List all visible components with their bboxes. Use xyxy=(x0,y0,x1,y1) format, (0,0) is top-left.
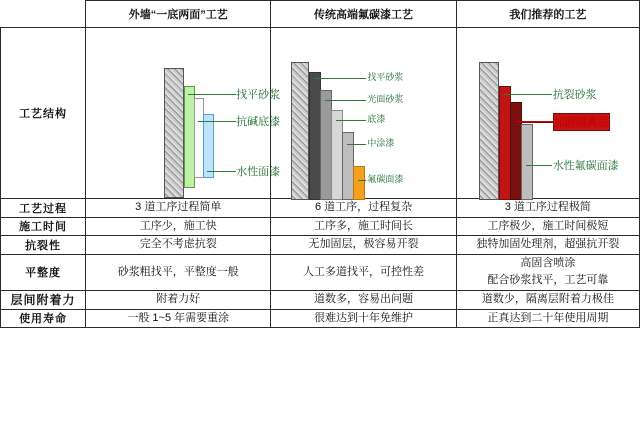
leader-a-2 xyxy=(198,121,236,122)
cell-time-a: 工序少，施工快 xyxy=(86,217,271,236)
cell-process-a: 3 道工序过程简单 xyxy=(86,199,271,218)
layer-label-b-2: 光面砂浆 xyxy=(367,94,404,104)
layer-label-a-3: 水性面漆 xyxy=(236,166,281,178)
leader-b-3 xyxy=(336,120,366,121)
table-row-flatness xyxy=(1,254,640,290)
cell-time-b: 工序多，施工时间长 xyxy=(271,217,456,236)
leader-b-1 xyxy=(314,78,366,79)
diagram-cell-a xyxy=(86,28,281,199)
wall-substrate-b xyxy=(291,62,309,200)
cell-process-b: 6 道工序，过程复杂 xyxy=(271,199,456,218)
diagram-cell-c xyxy=(456,28,639,199)
table-row-adhesion xyxy=(1,290,640,309)
layer-diagram-b xyxy=(271,28,455,198)
layer-diagram-c xyxy=(457,28,639,198)
layer-label-b-4: 中涂漆 xyxy=(367,138,395,148)
cell-flatness-c xyxy=(456,254,639,290)
layer-label-b-5: 氟碳面漆 xyxy=(367,174,404,184)
cell-life-c: 正真达到二十年使用周期 xyxy=(456,309,639,328)
row-label-flatness: 平整度 xyxy=(1,254,86,290)
row-label-life: 使用寿命 xyxy=(1,309,86,328)
table-header-row xyxy=(1,1,640,28)
header-col-c: 我们推荐的工艺 xyxy=(456,1,639,28)
cell-adhesion-a: 附着力好 xyxy=(86,290,271,309)
row-label-adhesion: 层间附着力 xyxy=(1,290,86,309)
row-label-structure: 工艺结构 xyxy=(1,28,86,199)
cell-flatness-a: 砂浆粗找平，平整度一般 xyxy=(86,254,271,290)
leader-b-4 xyxy=(347,144,366,145)
wall-substrate-c xyxy=(479,62,499,200)
cell-time-c: 工序极少，施工时间极短 xyxy=(456,217,639,236)
layer-label-a-2: 抗碱底漆 xyxy=(236,116,281,128)
cell-crack-a: 完全不考虑抗裂 xyxy=(86,236,271,255)
cell-adhesion-b: 道数多，容易出问题 xyxy=(271,290,456,309)
header-col-b: 传统高端氟碳漆工艺 xyxy=(271,1,456,28)
cell-flatness-b: 人工多道找平，可控性差 xyxy=(271,254,456,290)
layer-label-b-3: 底漆 xyxy=(367,114,386,124)
table-row-crack xyxy=(1,236,640,255)
layer-diagram-a xyxy=(86,28,281,198)
leader-c-2 xyxy=(515,121,554,123)
layer-label-c-1: 抗裂砂浆 xyxy=(552,89,597,101)
cell-process-c: 3 道工序过程极简 xyxy=(456,199,639,218)
layer-label-b-1: 找平砂浆 xyxy=(367,72,404,82)
cell-life-a: 一般 1~5 年需要重涂 xyxy=(86,309,271,328)
diagram-cell-b xyxy=(271,28,456,199)
row-label-crack: 抗裂性 xyxy=(1,236,86,255)
cell-life-b: 很难达到十年免维护 xyxy=(271,309,456,328)
cell-crack-b: 无加固层，极容易开裂 xyxy=(271,236,456,255)
header-blank xyxy=(1,1,86,28)
wall-substrate-a xyxy=(164,68,184,198)
header-col-a: 外墙“一底两面”工艺 xyxy=(86,1,271,28)
layer-c-3 xyxy=(521,124,533,200)
leader-b-2 xyxy=(325,100,366,101)
table-row-life xyxy=(1,309,640,328)
cell-flatness-c-line2: 配合砂浆找平，工艺可靠 xyxy=(487,274,609,287)
layer-a-3 xyxy=(203,114,214,178)
cell-adhesion-c: 道数少，隔离层附着力极佳 xyxy=(456,290,639,309)
layer-label-c-3: 水性氟碳面漆 xyxy=(552,160,619,172)
leader-c-1 xyxy=(504,94,552,95)
row-label-process: 工艺过程 xyxy=(1,199,86,218)
leader-a-3 xyxy=(207,171,236,172)
leader-b-5 xyxy=(358,180,366,181)
leader-a-1 xyxy=(188,94,236,95)
cell-flatness-c-line1: 高固含喷涂 xyxy=(520,256,576,269)
table-row-process xyxy=(1,199,640,218)
cell-crack-c: 独特加固处理剂，超强抗开裂 xyxy=(456,236,639,255)
table-row-structure xyxy=(1,28,640,199)
layer-b-5 xyxy=(353,166,365,200)
leader-c-3 xyxy=(526,165,552,166)
layer-label-c-2: 加固隔离层 xyxy=(553,113,610,131)
layer-label-a-1: 找平砂浆 xyxy=(236,89,281,101)
row-label-time: 施工时间 xyxy=(1,217,86,236)
table-row-time xyxy=(1,217,640,236)
